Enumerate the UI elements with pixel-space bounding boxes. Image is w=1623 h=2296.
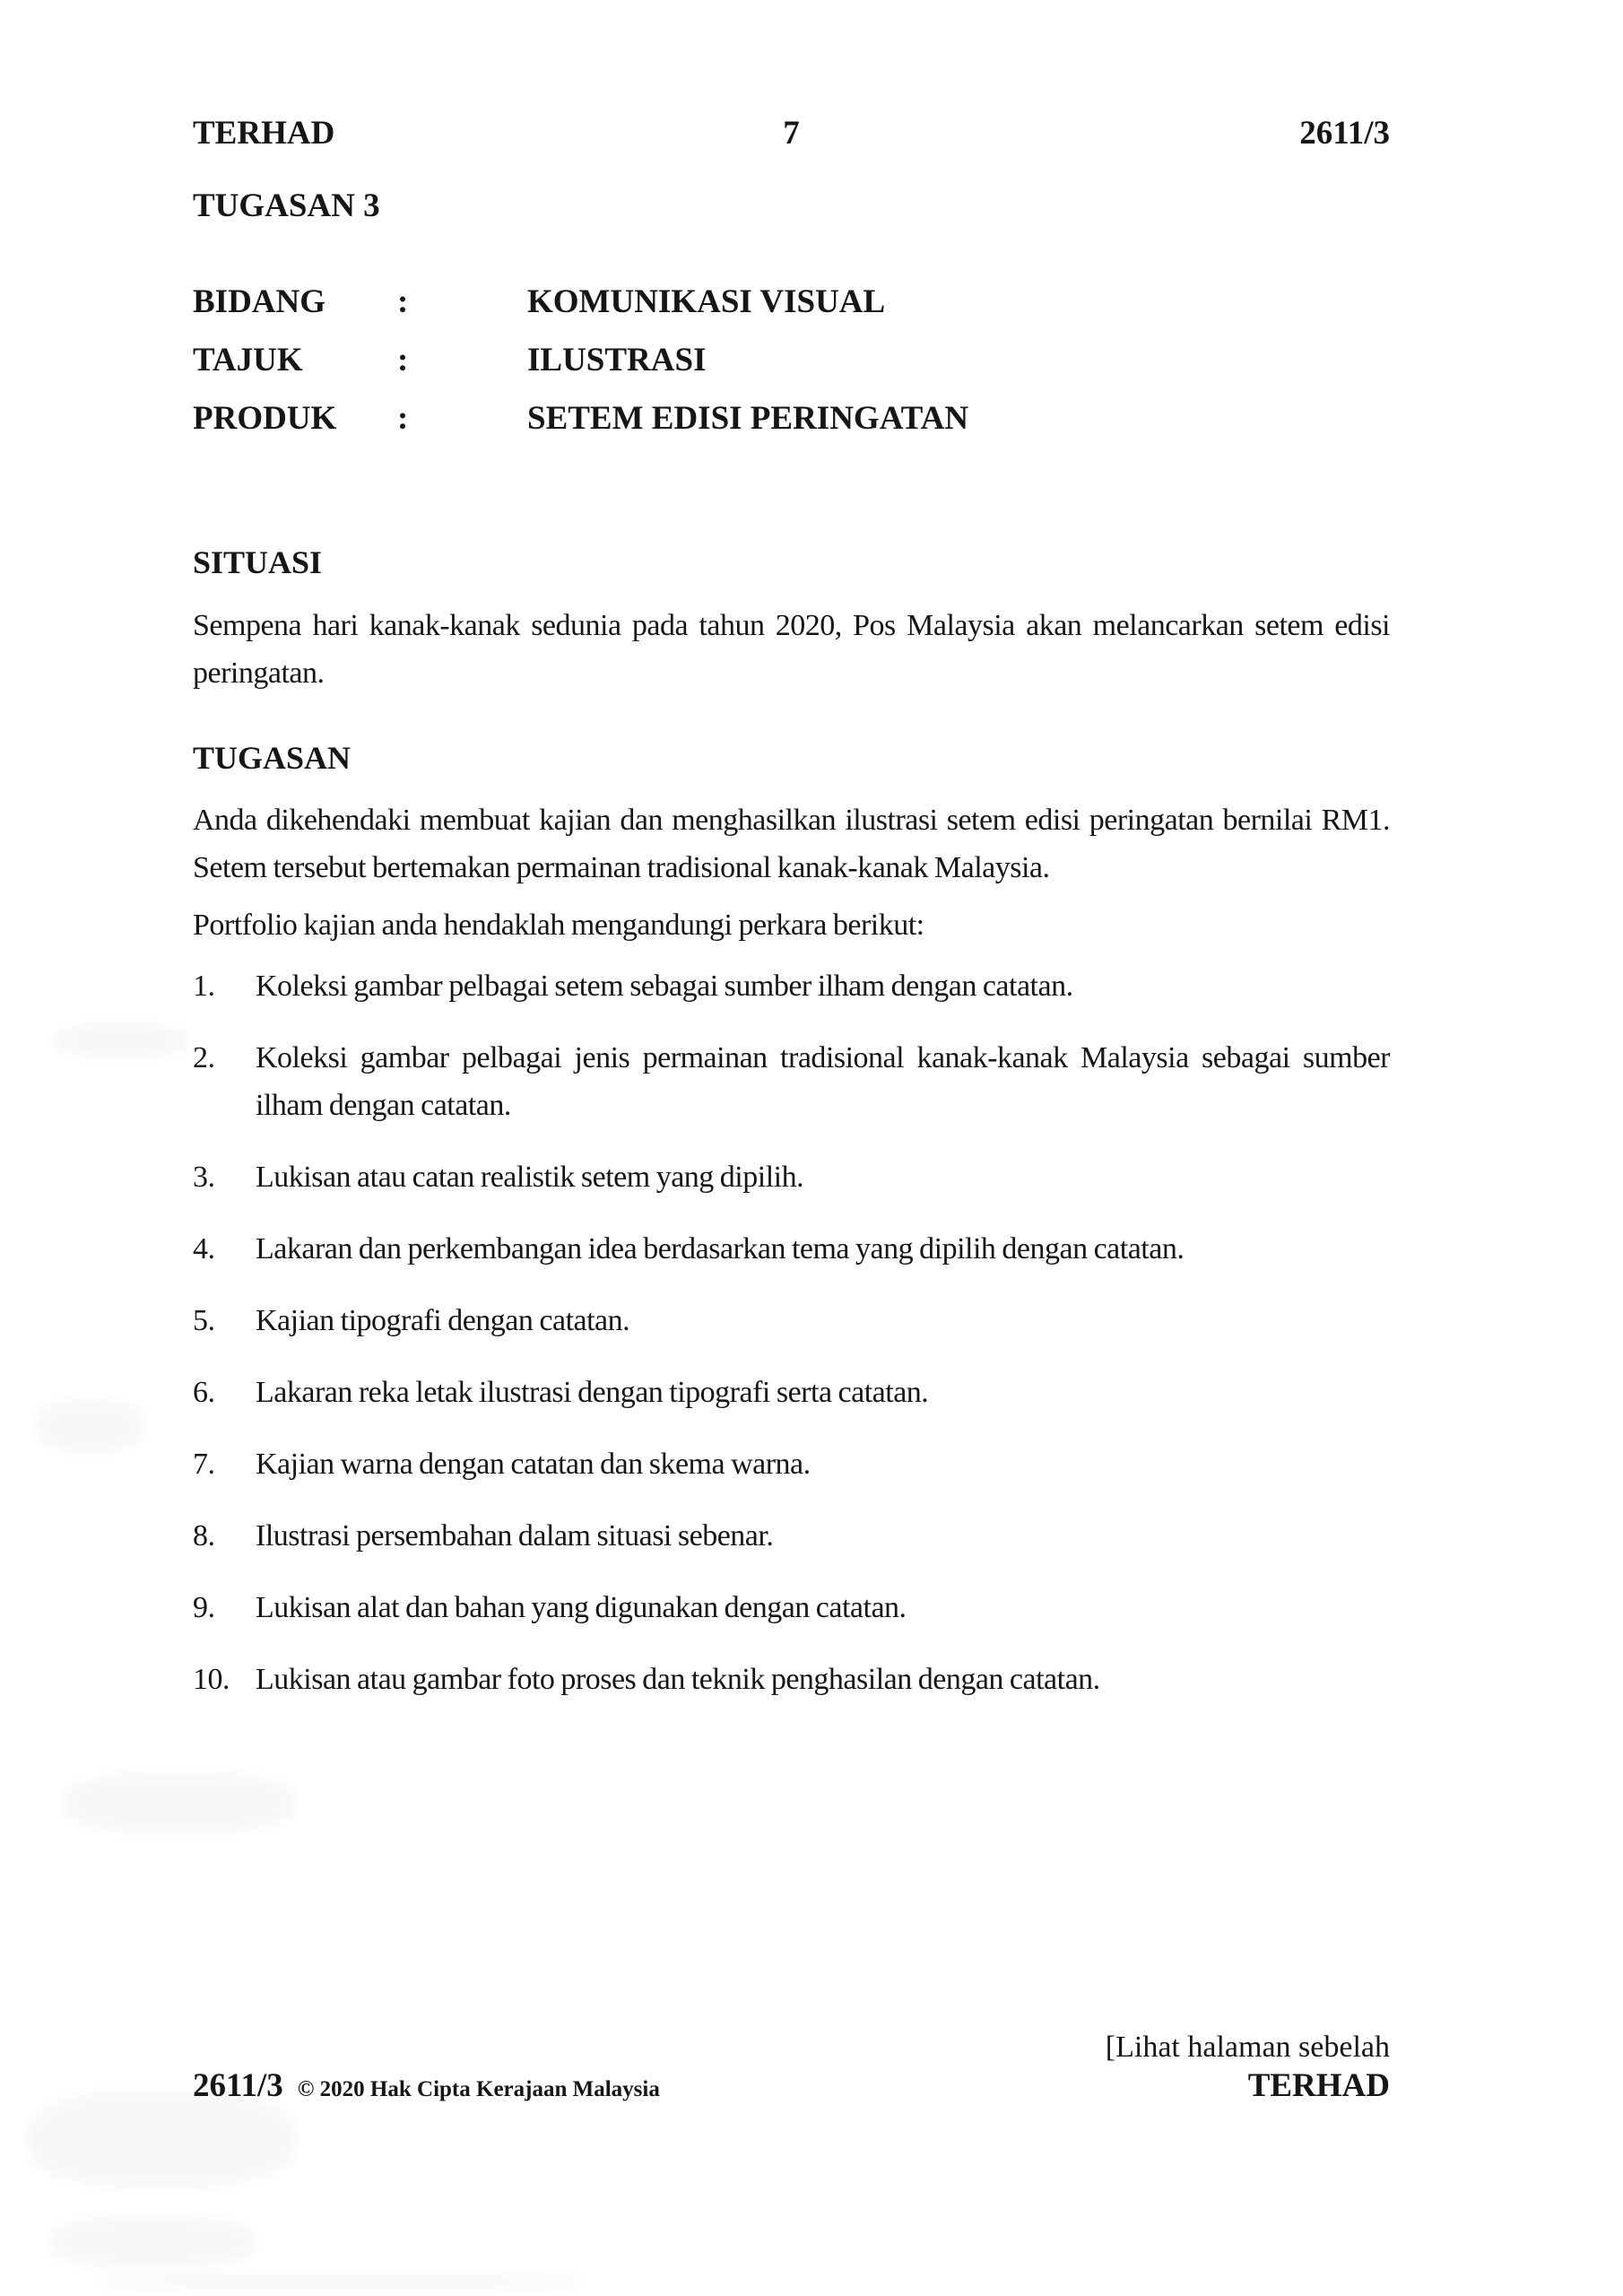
copyright-notice: © 2020 Hak Cipta Kerajaan Malaysia	[297, 2077, 660, 2101]
list-item: Lukisan alat dan bahan yang digunakan dengan catatan.	[256, 1591, 907, 1624]
meta-colon: :	[397, 283, 409, 320]
meta-label: BIDANG	[193, 283, 326, 320]
task-title: TUGASAN 3	[193, 187, 380, 224]
meta-block	[193, 283, 1390, 438]
tugasan-paragraph: Anda dikehendaki membuat kajian dan menghasilkan ilustrasi setem edisi peringatan bernilai RM1. Setem tersebut bertemakan permainan tradisional kanak-kanak Malaysia.	[193, 804, 1390, 884]
meta-label: TAJUK	[193, 342, 303, 378]
list-item: Lakaran dan perkembangan idea berdasarkan tema yang dipilih dengan catatan.	[256, 1232, 1185, 1265]
continuation-note: [Lihat halaman sebelah	[1105, 2031, 1390, 2064]
meta-value: KOMUNIKASI VISUAL	[527, 283, 886, 320]
meta-row-tajuk	[193, 342, 1390, 379]
tugasan-heading: TUGASAN	[193, 740, 352, 776]
page-content	[193, 115, 1390, 1727]
meta-colon: :	[397, 400, 409, 437]
scan-smudge	[36, 1399, 143, 1453]
meta-row-produk	[193, 400, 1390, 438]
list-item: Lukisan atau gambar foto proses dan teknik penghasilan dengan catatan.	[256, 1663, 1100, 1696]
list-item: Koleksi gambar pelbagai jenis permainan tradisional kanak-kanak Malaysia sebagai sumber ilham dengan catatan.	[256, 1041, 1390, 1122]
list-item: Lakaran reka letak ilustrasi dengan tipografi serta catatan.	[256, 1376, 929, 1409]
meta-value: ILUSTRASI	[527, 342, 707, 378]
scan-smudge	[63, 1771, 296, 1834]
list-item: Kajian tipografi dengan catatan.	[256, 1304, 630, 1337]
footer-left	[193, 2066, 660, 2105]
list-item: Kajian warna dengan catatan dan skema warna.	[256, 1448, 811, 1481]
scan-smudge	[99, 2274, 583, 2290]
page-header	[193, 115, 1390, 152]
portfolio-intro: Portfolio kajian anda hendaklah mengandungi perkara berikut:	[193, 909, 924, 942]
paper-code: 2611/3	[1299, 115, 1390, 152]
meta-row-bidang	[193, 283, 1390, 321]
list-item: Lukisan atau catan realistik setem yang dipilih.	[256, 1161, 804, 1194]
meta-value: SETEM EDISI PERINGATAN	[527, 400, 969, 437]
footer-classification: TERHAD	[1247, 2067, 1390, 2104]
footer-paper-code: 2611/3	[193, 2067, 283, 2104]
list-item: Ilustrasi persembahan dalam situasi sebenar.	[256, 1519, 774, 1552]
page-number: 7	[783, 115, 800, 152]
scan-smudge	[49, 2215, 256, 2269]
situasi-paragraph: Sempena hari kanak-kanak sedunia pada tahun 2020, Pos Malaysia akan melancarkan setem edisi peringatan.	[193, 609, 1390, 690]
page-footer	[193, 2066, 1390, 2105]
header-classification: TERHAD	[193, 115, 335, 152]
situasi-heading: SITUASI	[193, 544, 323, 580]
scan-smudge	[54, 1022, 188, 1058]
list-item: Koleksi gambar pelbagai setem sebagai sumber ilham dengan catatan.	[256, 970, 1073, 1003]
requirements-list	[193, 962, 1390, 1703]
meta-label: PRODUK	[193, 400, 337, 437]
meta-colon: :	[397, 342, 409, 378]
